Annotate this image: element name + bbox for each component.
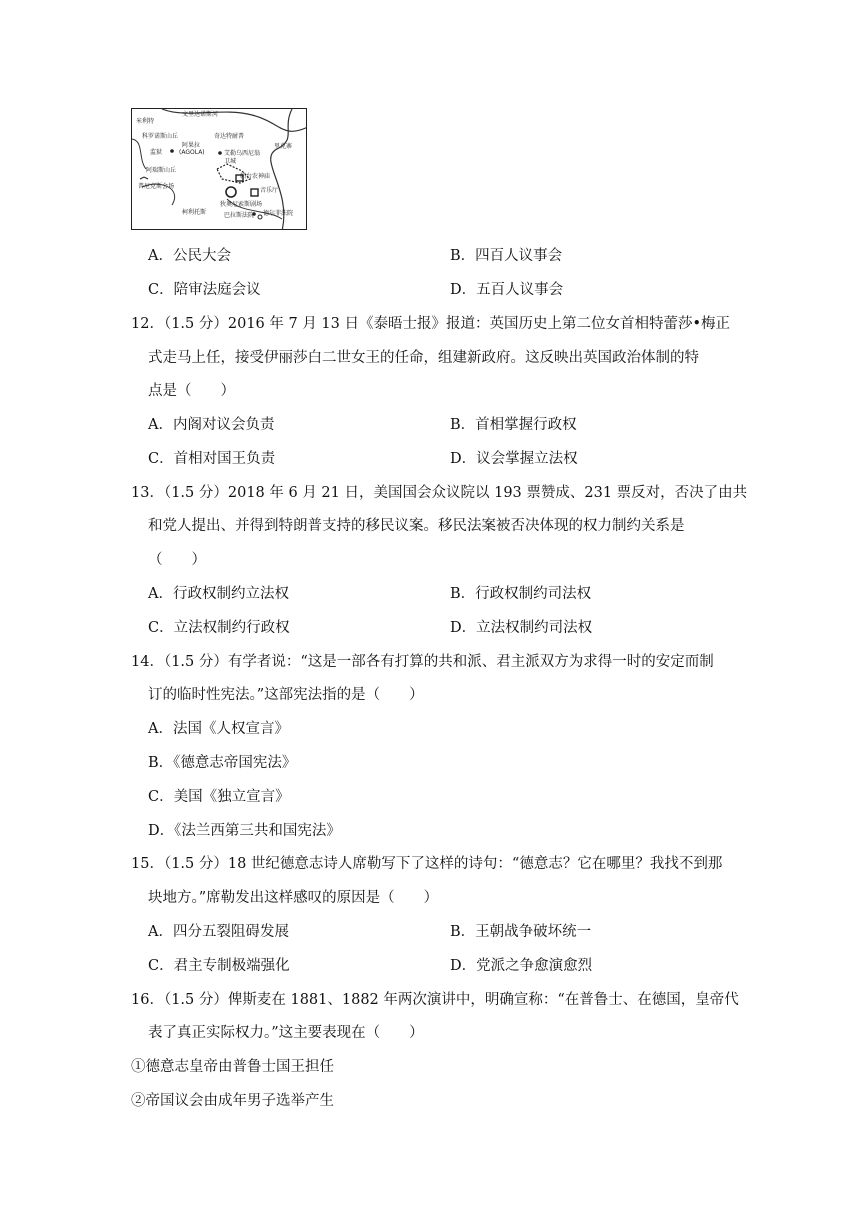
theatre-mark [226,187,236,197]
q14-stem-line2: 订的临时性宪法。”这部宪法指的是（ ） [148,687,424,703]
q14-option-b: B．《德意志帝国宪法》 [148,755,297,771]
q12-option-d: D．议会掌握立法权 [450,451,578,467]
map-label-acropolis: 卫城 [224,158,237,165]
q12-option-a: A．内阁对议会负责 [148,417,275,433]
q13-stem-line2: 和党人提出、并得到特朗普支持的移民议案。移民法案被否决体现的权力制约关系是 [148,518,685,534]
q12-stem-line2: 式走马上任，接受伊丽莎白二世女王的任命，组建新政府。这反映出英国政治体制的特 [148,350,699,366]
map-label-lykeion: 里克寨 [274,143,293,150]
map-label-prison: 监狱 [150,149,163,156]
q11-option-b: B．四百人议事会 [450,248,563,264]
prison-mark [170,149,174,153]
q13-option-a: A．行政权制约立法权 [148,586,289,602]
map-label-agora: 阿果拉 [182,142,201,149]
odeon-mark [251,189,258,196]
q11-option-d: D．五百人议事会 [450,282,564,298]
q15-stem-line1: 15．（1.5 分）18 世纪德意志诗人席勒写下了这样的诗句：“德意志？它在哪里？我找不到那 [131,856,723,872]
q16-stem-line1: 16．（1.5 分）俾斯麦在 1881、1882 年两次演讲中，明确宣称：“在普鲁士、在德国，皇帝代 [131,992,739,1008]
q15-option-c: C．君主专制极端强化 [148,958,290,974]
map-label-dionysus-theatre: 狄奥尼索斯剧场 [220,201,263,208]
map-label-eleusinion: 艾勒乌西尼翁 [224,150,261,157]
map-label-river: 文里达诺斯河 [182,111,219,118]
pnyx-mark [140,177,148,179]
map-label-parthenon: 帕台农神庙 [240,173,271,180]
map-label-melite: 米利特 [136,118,155,125]
map-label-pnyx: 普尼克斯会场 [138,183,175,190]
q16-statement-1: ①德意志皇帝由普鲁士国王担任 [131,1059,334,1075]
q16-stem-line2: 表了真正实际权力。”这主要表现在（ ） [148,1025,424,1041]
q14-option-c: C．美国《独立宣言》 [148,789,290,805]
q16-statement-2: ②帝国议会由成年男子选举产生 [131,1093,334,1109]
map-label-kydathenaion: 奇达特耐普 [214,133,245,140]
map-label-palladion: 巴拉斯法院 [224,212,255,219]
q13-stem-line1: 13．（1.5 分）2018 年 6 月 21 日，美国国会众议院以 193 票赞成、231 票反对，否决了由共 [131,485,748,501]
athens-map-figure [131,108,307,230]
hill-line [132,139,146,169]
q15-option-d: D．党派之争愈演愈烈 [450,958,593,974]
map-label-agora-latin: (AGOLA) [179,149,205,156]
q13-option-d: D．立法权制约司法权 [450,620,593,636]
eleusinion-mark [218,151,222,155]
q12-option-c: C．首相对国王负责 [148,451,276,467]
q12-stem-line1: 12．（1.5 分）2016 年 7 月 13 日《泰晤士报》报道：英国历史上第二位女首相特蕾莎•梅正 [131,316,731,332]
q12-stem-line3: 点是（ ） [148,383,235,399]
q11-option-a: A．公民大会 [148,248,231,264]
map-label-areopagus: 阿瑞斯山丘 [146,167,177,174]
q14-option-a: A．法国《人权宣言》 [148,721,289,737]
map-label-colonus: 科罗诺斯山丘 [142,133,179,140]
map-label-odeon: 音乐厅 [260,187,279,194]
q11-option-c: C．陪审法庭会议 [148,282,261,298]
q15-option-b: B．王朝战争破坏统一 [450,924,592,940]
delphinion-mark [258,215,262,219]
q13-option-c: C．立法权制约行政权 [148,620,290,636]
q15-option-a: A．四分五裂阻碍发展 [148,924,289,940]
map-label-kollytos: 柯利托斯 [182,209,207,216]
q14-option-d: D．《法兰西第三共和国宪法》 [148,823,341,839]
map-label-delphinion: 德尔菲法院 [263,210,294,217]
q13-stem-line3: （ ） [148,552,206,568]
q13-option-b: B．行政权制约司法权 [450,586,592,602]
q14-stem-line1: 14．（1.5 分）有学者说：“这是一部各有打算的共和派、君主派双方为求得一时的安定而制 [131,654,714,670]
q15-stem-line2: 块地方。”席勒发出这样感叹的原因是（ ） [148,890,439,906]
q12-option-b: B．首相掌握行政权 [450,417,577,433]
